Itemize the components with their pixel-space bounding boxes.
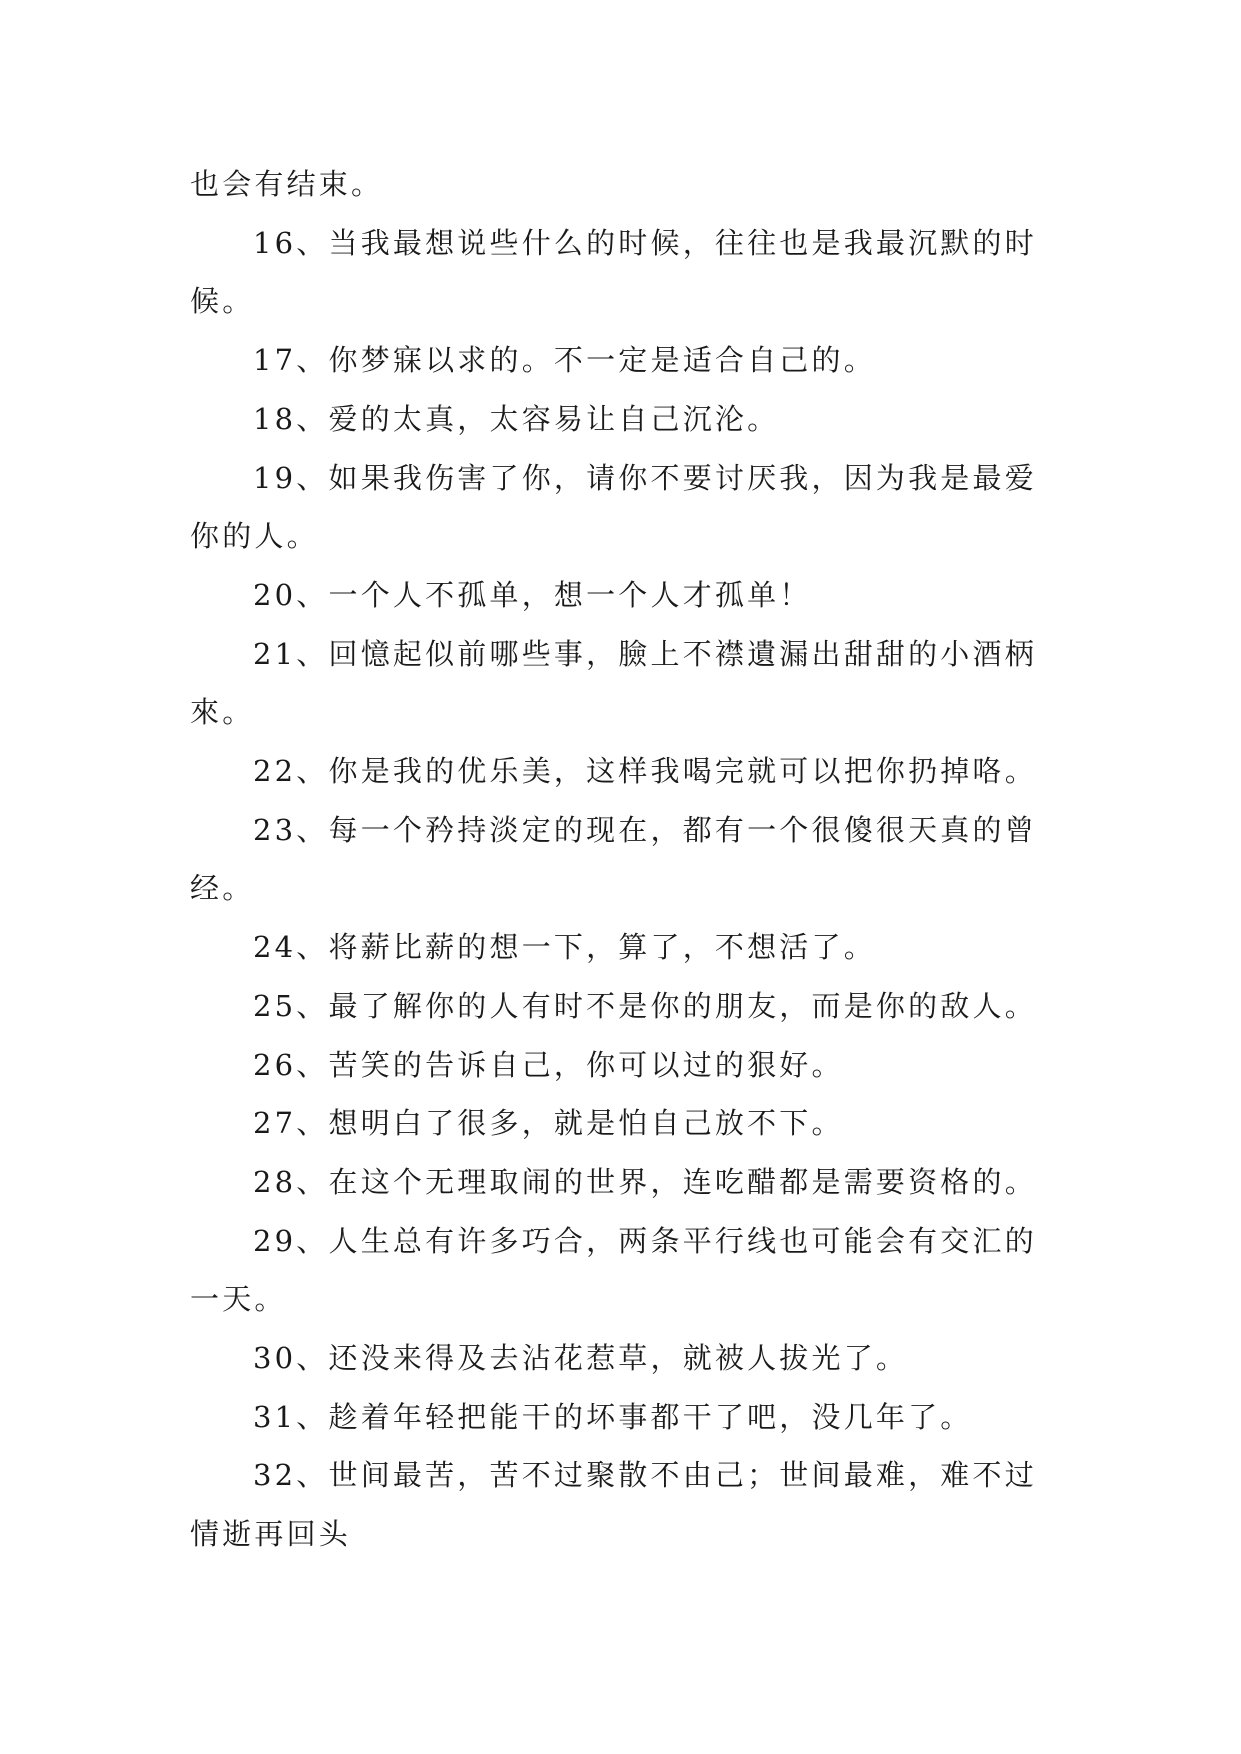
text-line: 23、每一个矜持淡定的现在，都有一个很傻很天真的曾 [253,812,1037,847]
text-line: 你的人。 [190,519,319,554]
text-line: 20、一个人不孤单，想一个人才孤单！ [253,577,812,612]
text-line: 21、回憶起似前哪些事，臉上不襟遺漏出甜甜的小酒柄 [253,636,1037,671]
text-line: 16、当我最想说些什么的时候，往往也是我最沉默的时 [253,225,1037,260]
text-line: 28、在这个无理取闹的世界，连吃醋都是需要资格的。 [253,1164,1037,1199]
text-line: 19、如果我伤害了你，请你不要讨厌我，因为我是最爱 [253,460,1037,495]
text-line: 经。 [190,871,255,906]
text-line: 25、最了解你的人有时不是你的朋友，而是你的敌人。 [253,988,1037,1023]
text-line: 22、你是我的优乐美，这样我喝完就可以把你扔掉咯。 [253,754,1037,789]
text-line: 情逝再回头 [190,1517,352,1552]
text-line: 也会有结束。 [190,167,384,201]
text-line: 來。 [190,695,255,730]
text-line: 30、还没来得及去沾花惹草，就被人拔光了。 [253,1341,909,1376]
text-line: 18、爱的太真，太容易让自己沉沦。 [253,401,780,436]
text-line: 26、苦笑的告诉自己，你可以过的狠好。 [253,1047,844,1082]
text-line: 17、你梦寐以求的。不一定是适合自己的。 [253,343,876,378]
text-body [190,155,1070,1564]
text-line: 32、世间最苦，苦不过聚散不由己；世间最难，难不过 [253,1458,1037,1493]
text-line: 候。 [190,284,255,319]
text-line: 31、趁着年轻把能干的坏事都干了吧，没几年了。 [253,1399,973,1434]
text-line: 29、人生总有许多巧合，两条平行线也可能会有交汇的 [253,1223,1037,1258]
text-line: 27、想明白了很多，就是怕自己放不下。 [253,1106,844,1141]
text-line: 24、将薪比薪的想一下，算了，不想活了。 [253,930,876,965]
text-line: 一天。 [190,1282,287,1317]
